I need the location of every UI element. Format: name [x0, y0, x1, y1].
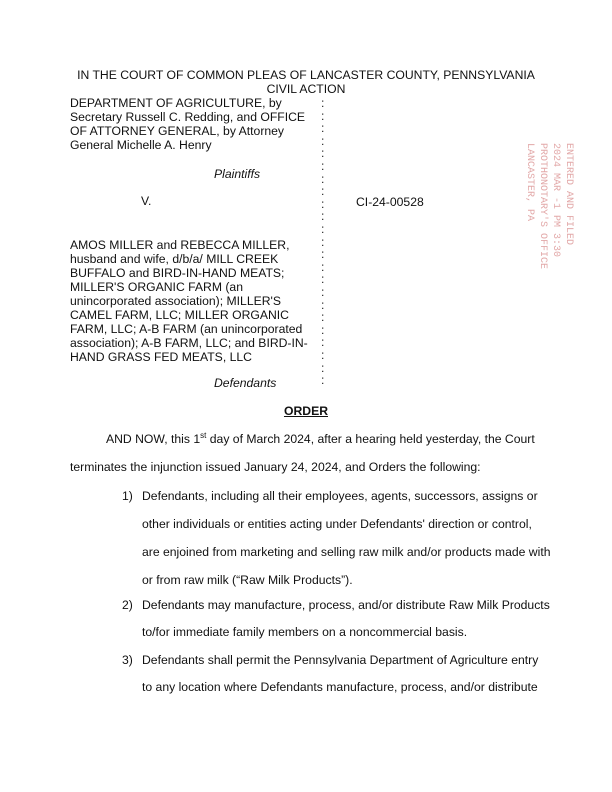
- order-title: ORDER: [283, 404, 328, 418]
- item-number: 2): [122, 598, 133, 612]
- defendant-line: AMOS MILLER and REBECCA MILLER,: [70, 238, 290, 252]
- caption-colon: :: [321, 159, 325, 173]
- court-title: IN THE COURT OF COMMON PLEAS OF LANCASTER COUNTY, PENNSYLVANIA: [77, 68, 535, 82]
- item-line: or from raw milk (“Raw Milk Products”).: [142, 573, 353, 587]
- order-intro-sup: st: [200, 430, 207, 440]
- plaintiff-line: DEPARTMENT OF AGRICULTURE, by: [70, 96, 282, 110]
- defendant-line: FARM, LLC; A-B FARM (an unincorporated: [70, 322, 303, 336]
- stamp-line: ENTERED AND FILED: [563, 143, 574, 246]
- stamp-line: LANCASTER, PA: [524, 143, 535, 222]
- case-number: CI-24-00528: [356, 195, 424, 209]
- plaintiff-line: OF ATTORNEY GENERAL, by Attorney: [70, 124, 285, 138]
- plaintiff-line: General Michelle A. Henry: [70, 138, 212, 152]
- caption-colon: :: [321, 222, 325, 236]
- item-line: to/for immediate family members on a noncommercial basis.: [142, 625, 468, 639]
- caption-colon: :: [321, 348, 325, 362]
- item-line: to any location where Defendants manufacture, process, and/or distribute: [142, 680, 538, 694]
- caption-colon: :: [321, 272, 325, 286]
- caption-colon: :: [321, 310, 325, 324]
- defendants-label: Defendants: [214, 376, 277, 390]
- plaintiffs-label: Plaintiffs: [214, 167, 261, 181]
- caption-colon: :: [321, 96, 325, 110]
- caption-colon: :: [321, 172, 325, 186]
- defendant-line: husband and wife, d/b/a/ MILL CREEK: [70, 252, 279, 266]
- caption-colon: :: [321, 247, 325, 261]
- caption-colon: :: [321, 209, 325, 223]
- defendant-line: MILLER'S ORGANIC FARM (an: [70, 280, 243, 294]
- item-line: are enjoined from marketing and selling raw milk and/or products made with: [142, 545, 551, 559]
- caption-colon: :: [321, 184, 325, 198]
- order-intro-text: AND NOW, this 1: [106, 432, 201, 446]
- caption-colon: :: [321, 361, 325, 375]
- caption-colon: :: [321, 260, 325, 274]
- item-line: other individuals or entities acting under Defendants' direction or control,: [142, 517, 532, 531]
- stamp-line: PROTHONOTARY'S OFFICE: [537, 143, 548, 270]
- caption-colon: :: [321, 109, 325, 123]
- caption-colon: :: [321, 146, 325, 160]
- defendant-line: HAND GRASS FED MEATS, LLC: [70, 350, 252, 364]
- item-line: Defendants may manufacture, process, and/or distribute Raw Milk Products: [142, 598, 550, 612]
- caption-colon: :: [321, 197, 325, 211]
- caption-colon: :: [321, 373, 325, 387]
- item-number: 1): [122, 489, 133, 503]
- order-intro-text: day of March 2024, after a hearing held yesterday, the Court: [206, 432, 535, 446]
- order-intro-line-2: terminates the injunction issued January 24, 2024, and Orders the following:: [70, 460, 481, 474]
- defendant-line: unincorporated association); MILLER'S: [70, 294, 281, 308]
- item-line: Defendants shall permit the Pennsylvania Department of Agriculture entry: [142, 653, 539, 667]
- caption-colon: :: [321, 335, 325, 349]
- plaintiff-line: Secretary Russell C. Redding, and OFFICE: [70, 110, 306, 124]
- caption-colon: :: [321, 235, 325, 249]
- caption-colon: :: [321, 121, 325, 135]
- item-number: 3): [122, 653, 133, 667]
- caption-colon: :: [321, 323, 325, 337]
- defendant-line: CAMEL FARM, LLC; MILLER ORGANIC: [70, 308, 289, 322]
- stamp-line: 2024 MAR -1 PM 3:30: [550, 143, 561, 258]
- caption-colon: :: [321, 298, 325, 312]
- civil-action: CIVIL ACTION: [266, 82, 346, 96]
- item-line: Defendants, including all their employees, agents, successors, assigns or: [142, 489, 538, 503]
- versus: V.: [141, 194, 152, 208]
- filing-stamp: [445, 143, 575, 270]
- caption-colon: :: [321, 134, 325, 148]
- caption-colon: :: [321, 285, 325, 299]
- defendant-line: association); A-B FARM, LLC; and BIRD-IN-: [70, 336, 308, 350]
- order-intro-line-1: [106, 432, 546, 446]
- defendant-line: BUFFALO and BIRD-IN-HAND MEATS;: [70, 266, 285, 280]
